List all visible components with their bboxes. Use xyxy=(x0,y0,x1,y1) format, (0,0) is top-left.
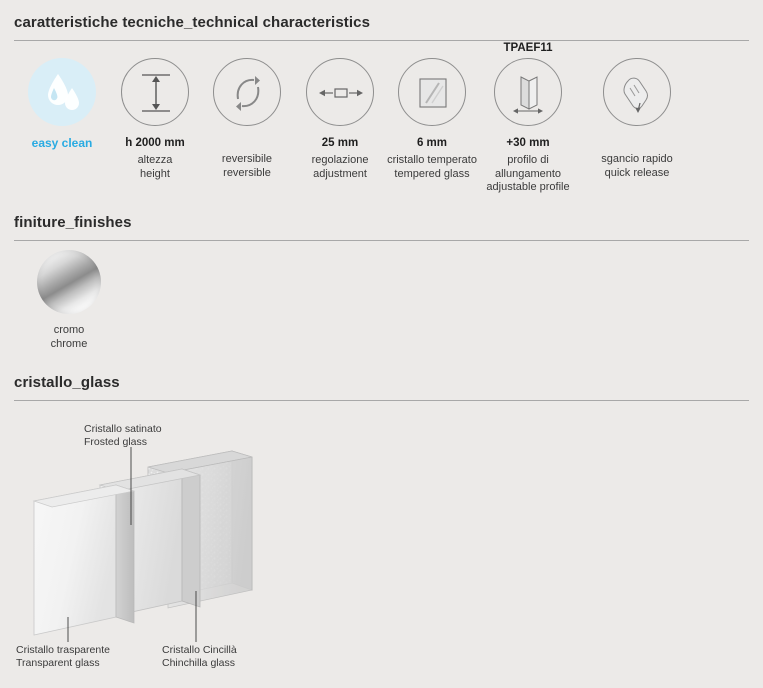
section-title-finishes: finiture_finishes xyxy=(14,214,132,231)
tech-item-tempered-glass xyxy=(380,58,484,181)
tech-item-easy-clean xyxy=(10,58,114,150)
tech-value-thickness: 6 mm xyxy=(416,137,448,149)
tech-value-adjustment: 25 mm xyxy=(321,137,359,149)
chrome-swatch xyxy=(37,250,101,314)
finish-label-it: cromo xyxy=(53,324,85,336)
adjustable-profile-icon xyxy=(494,58,562,126)
finish-label-en: chrome xyxy=(50,337,88,350)
tech-desc-quickrelease-en: quick release xyxy=(604,166,670,179)
tech-item-quick-release xyxy=(585,58,689,180)
quick-release-hand-icon xyxy=(603,58,671,126)
tempered-glass-icon xyxy=(398,58,466,126)
glass-label-transparent-en: Transparent glass xyxy=(16,657,100,669)
finish-item-chrome xyxy=(14,250,124,351)
tech-desc-reversible-it: reversibile xyxy=(221,153,273,165)
technical-characteristics-row xyxy=(10,42,755,193)
glass-label-frosted-it: Cristallo satinato xyxy=(84,423,162,435)
tech-desc-profile-en: adjustable profile xyxy=(486,181,570,193)
water-drops-icon xyxy=(28,58,96,126)
tech-item-adjustable-profile xyxy=(476,42,580,195)
section-divider-technical xyxy=(14,40,749,41)
glass-label-transparent xyxy=(16,644,110,670)
tech-item-adjustment xyxy=(288,58,392,181)
tech-desc-height-it: altezza xyxy=(137,154,173,166)
glass-panel-transparent xyxy=(34,485,134,635)
section-title-glass: cristallo_glass xyxy=(14,374,120,391)
glass-label-chinchilla-en: Chinchilla glass xyxy=(162,657,235,669)
section-title-technical: caratteristiche tecniche_technical characteristics xyxy=(14,14,371,31)
reversible-arrows-icon xyxy=(213,58,281,126)
glass-label-frosted-en: Frosted glass xyxy=(84,436,148,448)
tech-code-adjustable-profile: TPAEF11 xyxy=(503,42,553,54)
tech-desc-height-en: height xyxy=(140,167,170,180)
glass-label-chinchilla-it: Cristallo Cincillà xyxy=(162,644,237,656)
glass-diagram xyxy=(0,405,763,688)
tech-value-profile: +30 mm xyxy=(506,137,550,149)
adjustment-arrows-icon xyxy=(306,58,374,126)
glass-label-frosted xyxy=(84,423,162,449)
glass-label-transparent-it: Cristallo trasparente xyxy=(16,644,110,656)
tech-desc-tempered-it: cristallo temperato xyxy=(387,154,477,166)
section-divider-glass xyxy=(14,400,749,401)
tech-label-easy-clean: easy clean xyxy=(31,136,93,150)
tech-desc-adjustment-it: regolazione xyxy=(311,154,369,166)
section-divider-finishes xyxy=(14,240,749,241)
tech-item-height xyxy=(103,58,207,181)
tech-desc-adjustment-en: adjustment xyxy=(313,167,367,180)
tech-desc-profile-it: profilo di allungamento xyxy=(494,154,562,180)
height-arrow-icon xyxy=(121,58,189,126)
tech-value-height: h 2000 mm xyxy=(125,137,185,149)
tech-desc-tempered-en: tempered glass xyxy=(394,167,470,180)
tech-desc-reversible-en: reversible xyxy=(223,166,271,179)
glass-label-chinchilla xyxy=(162,644,237,670)
tech-desc-quickrelease-it: sgancio rapido xyxy=(601,153,673,165)
tech-item-reversible xyxy=(195,58,299,180)
